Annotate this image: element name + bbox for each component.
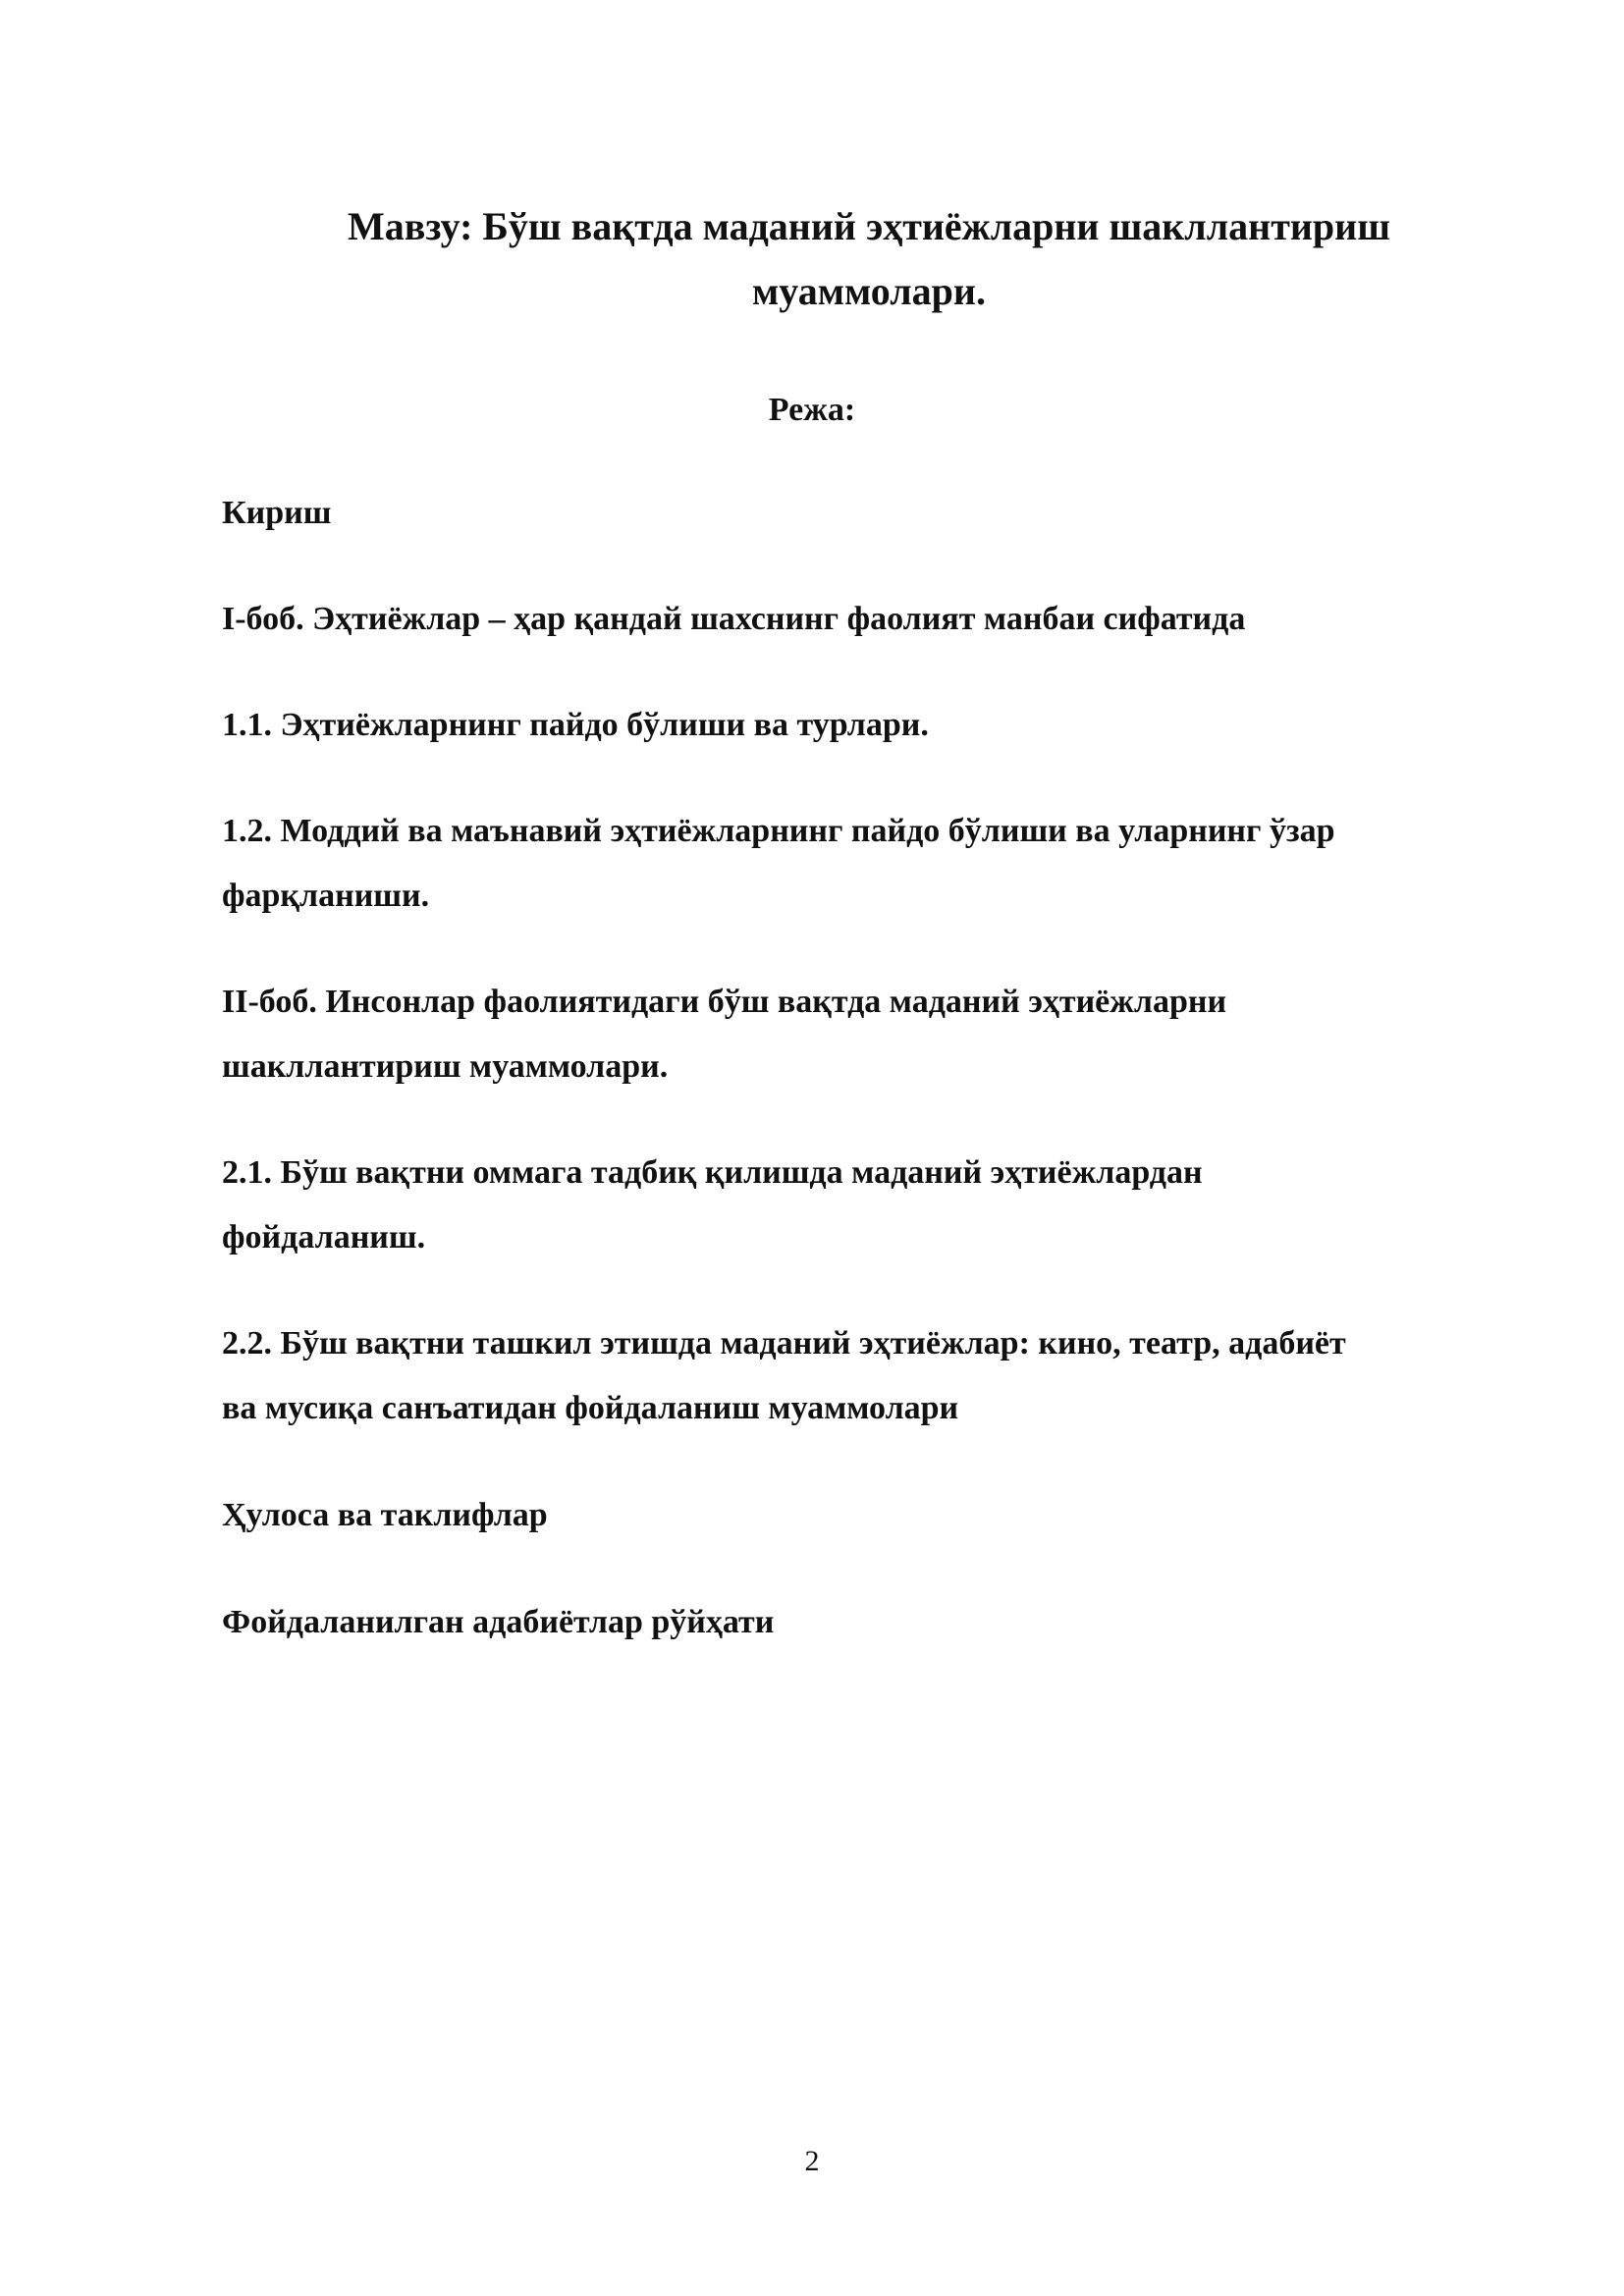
toc-item-introduction: Кириш: [222, 495, 332, 531]
document-title-line-2: муаммолари.: [752, 269, 986, 313]
toc-item-chapter-2-line-2: шакллантириш муаммолари.: [222, 1048, 669, 1085]
toc-item-chapter-1: I-боб. Эҳтиёжлар – ҳар қандай шахснинг фаолият манбаи сифатида: [222, 601, 1246, 637]
toc-item-section-1-2-line-2: фарқланиши.: [222, 878, 430, 914]
document-title: [226, 194, 1512, 324]
page-number: 2: [804, 2145, 820, 2177]
toc-item-conclusion: Ҳулоса ва таклифлар: [222, 1497, 548, 1533]
toc-item-section-2-1-line-2: фойдаланиш.: [222, 1219, 426, 1255]
document-title-line-1: Мавзу: Бўш вақтда маданий эҳтиёжларни шакллантириш: [348, 204, 1390, 248]
toc-item-section-1-2-line-1: 1.2. Моддий ва маънавий эҳтиёжларнинг пайдо бўлиши ва уларнинг ўзар: [222, 813, 1335, 849]
toc-item-section-1-1: 1.1. Эҳтиёжларнинг пайдо бўлиши ва турлари.: [222, 707, 929, 743]
toc-item-chapter-2: [222, 970, 1508, 1099]
plan-heading: Режа:: [768, 392, 856, 428]
toc-item-section-2-1-line-1: 2.1. Бўш вақтни оммага тадбиқ қилишда маданий эҳтиёжлардан: [222, 1154, 1203, 1191]
toc-item-section-1-2: [222, 799, 1508, 929]
toc-item-references: Фойдаланилган адабиётлар рўйҳати: [222, 1604, 775, 1640]
toc-item-chapter-2-line-1: II-боб. Инсонлар фаолиятидаги бўш вақтда маданий эҳтиёжларни: [222, 984, 1227, 1020]
toc-item-section-2-2-line-1: 2.2. Бўш вақтни ташкил этишда маданий эҳтиёжлар: кино, театр, адабиёт: [222, 1325, 1346, 1362]
toc-item-section-2-2: [222, 1311, 1508, 1441]
toc-item-section-2-1: [222, 1141, 1508, 1270]
toc-item-section-2-2-line-2: ва мусиқа санъатидан фойдаланиш муаммолари: [222, 1390, 959, 1426]
